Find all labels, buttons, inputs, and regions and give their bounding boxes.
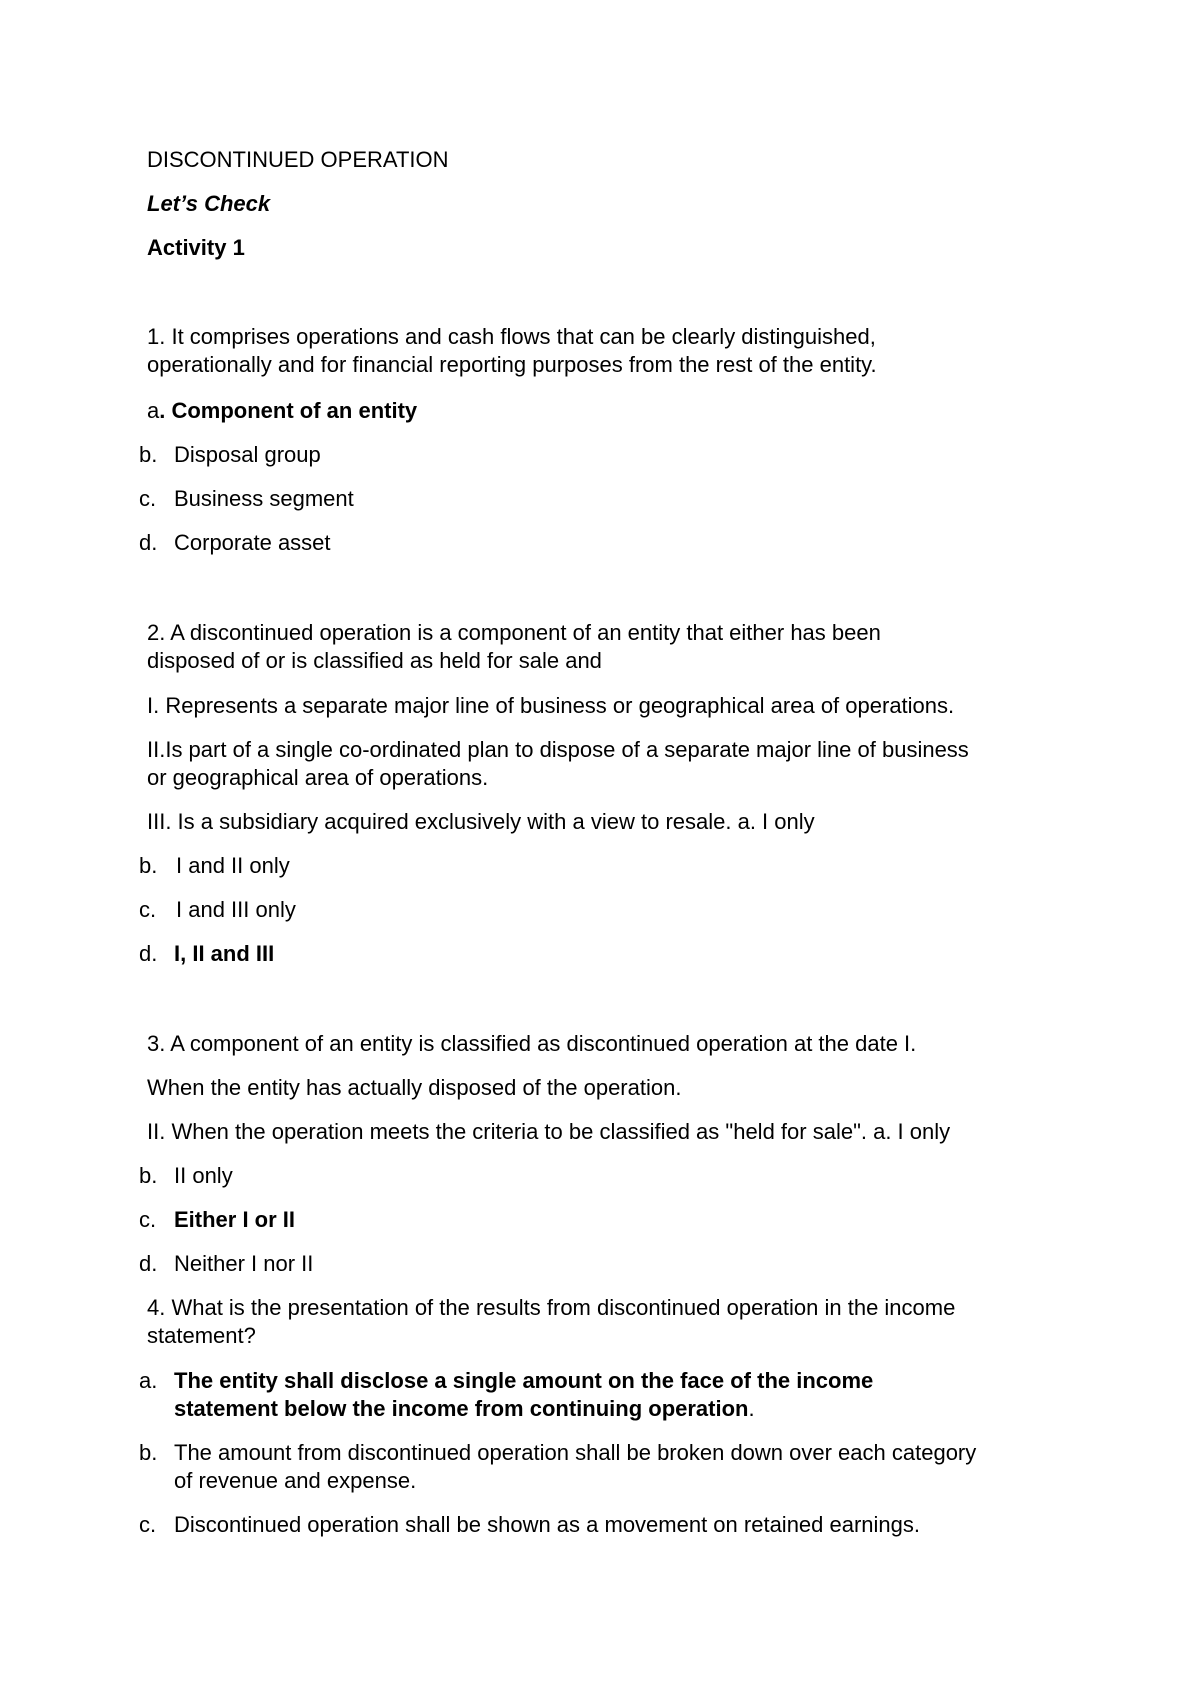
option-letter: b. — [139, 442, 158, 467]
option-letter: c. — [139, 486, 157, 511]
q3-stem: 3. A component of an entity is classified as discontinued operation at the date I. — [147, 1031, 917, 1056]
option-letter: d. — [139, 530, 158, 555]
q2-item-3: III. Is a subsidiary acquired exclusively with a view to resale. a. I only — [147, 809, 815, 834]
option-letter: b. — [139, 853, 158, 878]
activity-heading: Activity 1 — [147, 235, 245, 260]
option-letter: c. — [139, 897, 157, 922]
q2-option-b — [139, 852, 290, 880]
q2-item-1: I. Represents a separate major line of business or geographical area of operations. — [147, 693, 955, 718]
q2-stem-line-1: 2. A discontinued operation is a component of an entity that either has been — [147, 620, 881, 645]
option-text: I, II and III — [174, 941, 275, 966]
q2-item-2-line-1: II.Is part of a single co-ordinated plan to dispose of a separate major line of business — [147, 737, 969, 762]
q4-stem-line-1: 4. What is the presentation of the results from discontinued operation in the income — [147, 1295, 956, 1320]
section-subtitle: Let’s Check — [147, 191, 271, 216]
q1-option-b — [139, 441, 321, 469]
q1-option-c — [139, 485, 354, 513]
q4-option-c — [139, 1511, 920, 1539]
q3-option-d — [139, 1250, 313, 1278]
option-text: Discontinued operation shall be shown as a movement on retained earnings. — [174, 1512, 921, 1537]
option-letter: b. — [139, 1440, 158, 1465]
option-letter: c. — [139, 1512, 157, 1537]
q2-item-2-line-2: or geographical area of operations. — [147, 765, 489, 790]
option-text-period: . — [748, 1396, 755, 1421]
q1-option-d — [139, 529, 331, 557]
option-text: Corporate asset — [174, 530, 331, 555]
option-text: Business segment — [174, 486, 354, 511]
option-text: Either I or II — [174, 1207, 296, 1232]
option-text: The entity shall disclose a single amount on the face of the income — [174, 1368, 874, 1393]
q3-option-b — [139, 1162, 233, 1190]
option-letter: a. — [139, 1368, 158, 1393]
q4-option-a-line-2 — [174, 1395, 755, 1423]
q1-option-a — [147, 397, 417, 425]
q4-stem-line-2: statement? — [147, 1323, 256, 1348]
q3-item-2: II. When the operation meets the criteria to be classified as "held for sale". a. I only — [147, 1119, 951, 1144]
option-letter: b. — [139, 1163, 158, 1188]
option-text: Neither I nor II — [174, 1251, 314, 1276]
q2-option-c — [139, 896, 296, 924]
option-letter: d. — [139, 1251, 158, 1276]
option-text: I and III only — [176, 897, 296, 922]
option-text: The amount from discontinued operation shall be broken down over each category — [174, 1440, 977, 1465]
q4-option-a — [139, 1367, 873, 1395]
q1-stem-line-1: 1. It comprises operations and cash flows that can be clearly distinguished, — [147, 324, 876, 349]
q1-option-a-letter: a — [147, 398, 160, 423]
option-text: Disposal group — [174, 442, 321, 467]
document-title: DISCONTINUED OPERATION — [147, 147, 449, 172]
q3-item-1: When the entity has actually disposed of the operation. — [147, 1075, 682, 1100]
option-text: II only — [174, 1163, 233, 1188]
q2-option-d — [139, 940, 274, 968]
option-text: I and II only — [176, 853, 290, 878]
q1-stem-line-2: operationally and for financial reporting purposes from the rest of the entity. — [147, 352, 877, 377]
option-letter: d. — [139, 941, 158, 966]
option-letter: c. — [139, 1207, 157, 1232]
q3-option-c — [139, 1206, 295, 1234]
q4-option-b-line-2: of revenue and expense. — [174, 1468, 417, 1493]
q2-stem-line-2: disposed of or is classified as held for sale and — [147, 648, 602, 673]
q4-option-b — [139, 1439, 976, 1467]
option-text-continued: statement below the income from continuing operation — [174, 1396, 749, 1421]
q1-option-a-text: . Component of an entity — [159, 398, 418, 423]
